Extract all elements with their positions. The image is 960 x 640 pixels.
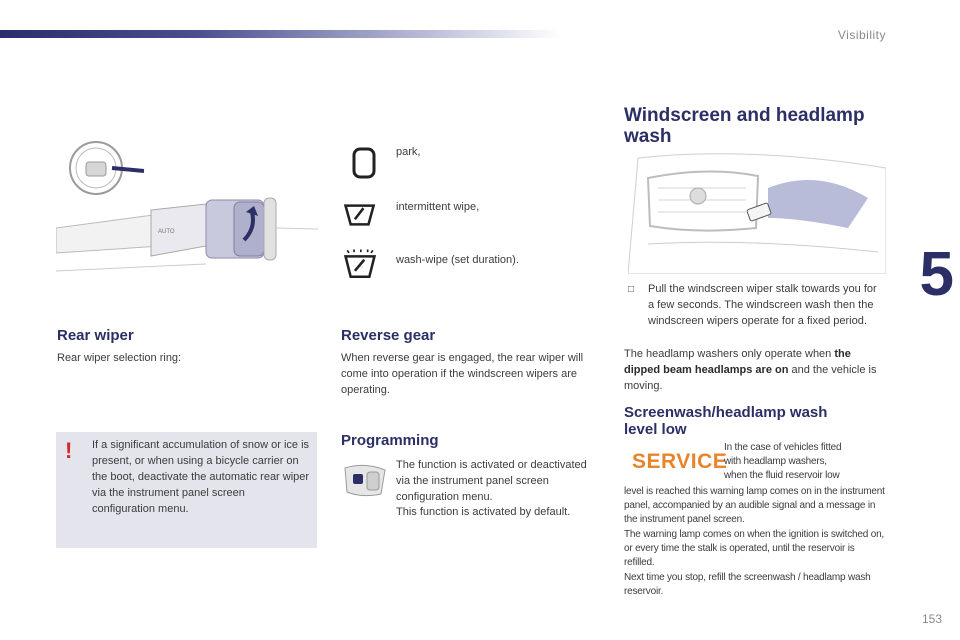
- windscreen-wash-bullet-text: Pull the windscreen wiper stalk towards you for a few seconds. The windscreen wash then the windscreen wipers operate for a fixed period.: [648, 283, 877, 327]
- page-number: 153: [921, 612, 942, 626]
- level-low-text-right-2: with headlamp washers,: [724, 456, 827, 467]
- level-low-text-main: level is reached this warning lamp comes on in the instrument panel, accompanied by an audible signal and a message in the instrument panel screen.: [624, 486, 885, 525]
- level-low-text-2: The warning lamp comes on when the ignition is switched on, or every time the stalk is operated, until the reservoir is refilled.: [624, 529, 885, 568]
- reverse-gear-text: When reverse gear is engaged, the rear wiper will come into operation if the windscreen wipers are operating.: [341, 352, 584, 396]
- section-title: Visibility: [837, 28, 886, 42]
- windscreen-wash-heading: [624, 105, 894, 147]
- rear-wash-wipe-icon: [343, 247, 377, 281]
- warning-text: If a significant accumulation of snow or ice is present, or when using a bicycle carrier on the boot, deactivate the automatic rear wiper via the instrument panel screen configuration menu.: [92, 439, 310, 515]
- wiper-stalk-illustration: [56, 138, 318, 278]
- programming-heading: Programming: [341, 432, 439, 449]
- rear-wiper-intermittent-icon: [343, 198, 377, 232]
- rear-wiper-intro: Rear wiper selection ring:: [57, 352, 182, 364]
- programming-text-1: The function is activated or deactivated via the instrument panel screen configuration menu.: [396, 459, 587, 503]
- warning-exclamation-icon: !: [65, 438, 73, 463]
- reverse-gear-heading: Reverse gear: [341, 327, 436, 344]
- position-label-park: park,: [396, 146, 421, 158]
- svg-text:AUTO: AUTO: [158, 229, 175, 235]
- position-label-intermittent: intermittent wipe,: [396, 201, 480, 213]
- service-warning-lamp-icon: SERVICE: [632, 450, 728, 473]
- level-low-heading: [624, 404, 894, 438]
- headlamp-washer-note: [624, 346, 886, 394]
- level-low-heading-line2: level low: [624, 421, 687, 438]
- headlamp-washer-illustration: [628, 148, 886, 274]
- rear-wiper-park-icon: [349, 146, 383, 180]
- position-label-wash-wipe: wash-wipe (set duration).: [396, 254, 519, 266]
- programming-text-2: This function is activated by default.: [396, 506, 571, 518]
- header-gradient-bar: [0, 30, 560, 38]
- rear-wiper-heading: Rear wiper: [57, 327, 134, 344]
- windscreen-wash-heading-line1: Windscreen and headlamp: [624, 105, 865, 126]
- note-text-post: and the vehicle is moving.: [624, 364, 877, 392]
- checkbox-bullet-icon: □: [628, 284, 635, 295]
- note-text-pre: The headlamp washers only operate when: [624, 348, 832, 360]
- level-low-text-3: Next time you stop, refill the screenwash / headlamp wash reservoir.: [624, 572, 871, 597]
- windscreen-wash-heading-line2: wash: [624, 126, 672, 147]
- steering-wheel-thumbnail: [70, 142, 144, 194]
- steering-control-icon: [341, 464, 389, 498]
- level-low-heading-line1: Screenwash/headlamp wash: [624, 404, 828, 421]
- chapter-number: 5: [919, 240, 954, 309]
- level-low-text-right-1: In the case of vehicles fitted: [724, 442, 842, 453]
- level-low-text-right-3: when the fluid reservoir low: [724, 470, 840, 481]
- note-text-bold: the dipped beam headlamps are on: [624, 348, 851, 376]
